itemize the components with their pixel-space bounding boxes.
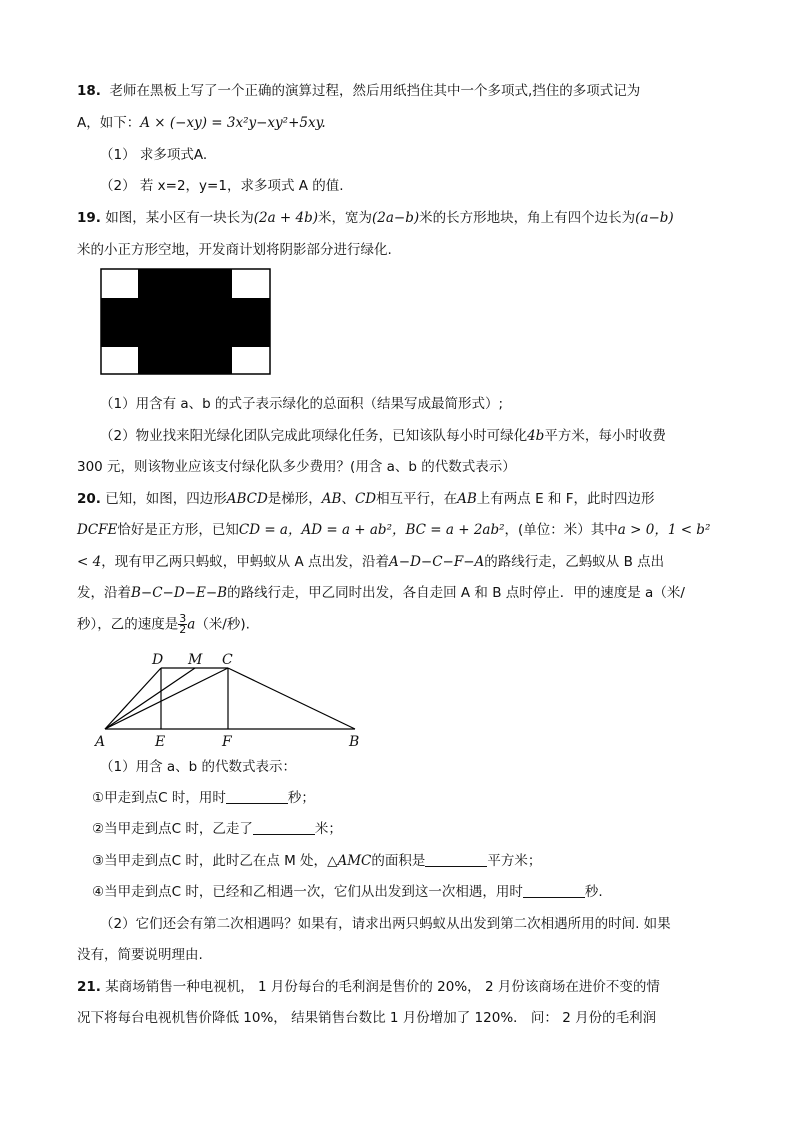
segment-ac [105,668,228,729]
q20-path2: B−C−D−E−B [131,585,228,601]
q20-l1-c: 、 [341,491,355,507]
label-e: E [155,734,166,750]
segment-ad [105,668,161,729]
q20-line3 [77,552,664,572]
q20-ab: AB [321,491,342,507]
q20-sub3-unit: 平方米； [487,853,542,869]
q19-length: (2a + 4b) [253,210,319,226]
q18-part2: （2） 若 x=2，y=1，求多项式 A 的值. [100,178,344,194]
q20-lengths: CD = a，AD = a + ab²，BC = a + 2ab² [238,522,505,538]
q20-l4-b: 的路线行走，甲乙同时出发，各自走回 A 和 B 点时停止．甲的速度是 a（米/ [227,585,685,601]
q20-part1: （1）用含 a、b 的代数式表示： [100,759,297,775]
q20-sub3-text-b: 的面积是 [371,853,426,869]
q20-line2 [77,520,710,540]
q20-number: 20. [77,491,101,507]
q19-part2-text-b: 平方米，每小时收费 [544,428,666,444]
q19-part2-text-a: （2）物业找来阳光绿化团队完成此项绿化任务，已知该队每小时可绿化 [100,428,528,444]
q18-line2 [77,113,326,133]
fraction-numerator: 3 [179,612,187,625]
q18-equation: A × (−xy) = 3x²y−xy²+5xy. [140,115,326,131]
q20-sub1 [92,788,315,808]
q20-part2-line2: 没有，简要说明理由. [77,947,203,963]
q20-sub4-unit: 秒. [584,884,603,900]
q19-number: 19. [77,210,101,226]
fraction-denominator: 2 [179,623,187,636]
label-d: D [152,652,164,668]
q20-sub3 [92,851,541,871]
q20-speed-fraction [178,614,187,635]
q19-figure [100,268,272,376]
segment-cb [228,668,355,729]
q20-sub2 [92,819,342,839]
q20-l5-b: （米/秒). [195,616,250,633]
q20-l3-a: ，现有甲乙两只蚂蚁，甲蚂蚁从 A 点出发，沿着 [101,554,390,570]
q19-part2-line2: 300 元，则该物业应该支付绿化队多少费用？(用含 a、b 的代数式表示） [77,459,516,475]
q20-sub2-text: ②当甲走到点C 时，乙走了 [92,821,253,837]
label-f: F [222,734,232,750]
q19-width: (2a−b) [372,210,420,226]
q20-triangle: △AMC [327,853,372,869]
answer-blank[interactable] [523,883,585,898]
q20-l5-a: 秒），乙的速度是 [77,616,179,633]
q20-sub1-text: ①甲走到点C 时，用时 [92,790,226,806]
q19-text-a: 如图，某小区有一块长为 [105,210,254,226]
q20-path1: A−D−C−F−A [389,554,485,570]
q20-l2-b: ，(单位：米）其中 [504,522,618,538]
q21-line1 [77,977,660,997]
q20-sub4 [92,882,603,902]
q20-line5 [77,614,250,635]
q20-part2-line1: （2）它们还会有第二次相遇吗？如果有，请求出两只蚂蚁从出发到第二次相遇所用的时间. 如果 [100,916,671,932]
q20-l1-e: 上有两点 E 和 F，此时四边形 [476,491,655,507]
label-b: B [349,734,360,750]
q20-sub3-text: ③当甲走到点C 时，此时乙在点 M 处， [92,853,328,869]
q18-line1 [77,81,640,101]
q19-text-c: 米的长方形地块，角上有四个边长为 [419,210,636,226]
label-m: M [188,652,203,668]
q20-cd: CD [354,491,377,507]
q19-rate: 4b [527,428,545,444]
q20-cond1: a > 0，1 < b² [617,522,711,538]
q20-sub1-unit: 秒； [287,790,315,806]
q19-line2: 米的小正方形空地，开发商计划将阴影部分进行绿化. [77,242,392,258]
q21-number: 21. [77,979,101,995]
q19-text-b: 米，宽为 [318,210,373,226]
q19-line1 [77,208,674,228]
q20-l4-a: 发，沿着 [77,585,131,601]
q20-cond2: < 4 [77,554,102,570]
label-c: C [222,652,233,668]
answer-blank[interactable] [253,820,315,835]
q19-part1: （1）用含有 a、b 的式子表示绿化的总面积（结果写成最简形式）; [100,396,504,412]
q20-l1-a: 已知，如图，四边形 [105,491,227,507]
q20-l3-b: 的路线行走，乙蚂蚁从 B 点出 [484,554,665,570]
q20-trapezoid-figure [90,650,380,750]
q20-ab2: AB [457,491,477,507]
q18-text: 老师在黑板上写了一个正确的演算过程，然后用纸挡住其中一个多项式,挡住的多项式记为 [109,83,641,99]
q18-part1: （1） 求多项式A. [100,147,208,163]
q20-dcfe: DCFE [77,522,118,538]
q20-line4 [77,583,685,603]
q19-part2-line1 [100,426,666,446]
segment-am [105,668,195,729]
q20-abcd: ABCD [226,491,268,507]
q20-speed-var: a [187,616,196,633]
q20-l2-a: 恰好是正方形，已知 [117,522,239,538]
q21-text-1: 某商场销售一种电视机， 1 月份每台的毛利润是售价的 20%， 2 月份该商场在进价不变的情 [105,979,660,995]
label-a: A [95,734,106,750]
q20-sub2-unit: 米； [314,821,342,837]
q18-number: 18. [77,83,101,99]
answer-blank[interactable] [226,789,288,804]
q21-line2: 况下将每台电视机售价降低 10%， 结果销售台数比 1 月份增加了 120%． 问： 2 月份的毛利润 [77,1010,657,1026]
q20-line1 [77,489,654,509]
q19-side: (a−b) [635,210,674,226]
q20-l1-b: 是梯形， [267,491,322,507]
q20-l1-d: 相互平行，在 [376,491,458,507]
q18-prefix: A，如下： [77,115,141,131]
answer-blank[interactable] [425,852,487,867]
q20-sub4-text: ④当甲走到点C 时，已经和乙相遇一次，它们从出发到这一次相遇，用时 [92,884,523,900]
